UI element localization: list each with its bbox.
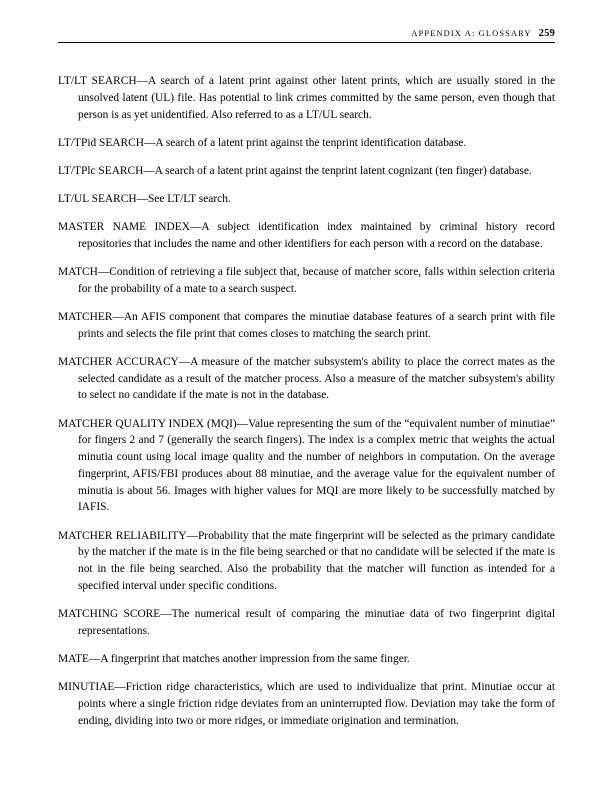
glossary-entry: LT/LT SEARCH—A search of a latent print against other latent prints, which are usually stored in the unsolved latent (UL) file. Has potential to link crimes committed by the same person, even though that person is as yet unidentified. Also referred to as a LT/UL search. xyxy=(58,75,555,121)
glossary-entry: MASTER NAME INDEX—A subject identification index maintained by criminal history record repositories that includes the name and other identifiers for each person with a record on the database. xyxy=(58,221,555,250)
glossary-entry: LT/UL SEARCH—See LT/LT search. xyxy=(58,193,231,205)
page-header xyxy=(58,28,555,39)
glossary-entry: MATCH—Condition of retrieving a file subject that, because of matcher score, falls within selection criteria for the probability of a mate to a search suspect. xyxy=(58,266,555,295)
glossary-entry: MATCHING SCORE—The numerical result of comparing the minutiae data of two fingerprint digital representations. xyxy=(58,608,555,637)
page-number: 259 xyxy=(538,28,555,39)
glossary-entry: LT/TPlc SEARCH—A search of a latent print against the tenprint latent cognizant (ten finger) database. xyxy=(58,164,532,177)
glossary-entry: MATCHER—An AFIS component that compares the minutiae database features of a search print with file prints and selects the file print that comes closes to matching the search print. xyxy=(58,311,555,340)
glossary-entry: MATCHER QUALITY INDEX (MQI)—Value representing the sum of the “equivalent number of minutiae” for fingers 2 and 7 (generally the search fingers). The index is a complex metric that weights the actual minutia count using local image quality and the number of neighbors in computation. On the average fingerprint, AFIS/FBI produces about 88 minutiae, and the average value for the equivalent number of minutia is about 56. Images with higher values for MQI are more likely to be successfully matched by IAFIS. xyxy=(58,417,555,514)
running-title: APPENDIX A: GLOSSARY xyxy=(411,29,532,38)
glossary-entry: MATE—A fingerprint that matches another impression from the same finger. xyxy=(58,652,410,665)
glossary-entry: MATCHER RELIABILITY—Probability that the mate fingerprint will be selected as the primary candidate by the matcher if the mate is in the file being searched or that no candidate will be selected if the mate is not in the file being searched. Also the probability that the matcher will function as intended for a specified interval under specific conditions. xyxy=(58,529,555,592)
glossary-entry: MINUTIAE—Friction ridge characteristics, which are used to individualize that print. Minutiae occur at points where a single friction ridge deviates from an uninterrupted flow. Deviation may take the form of ending, dividing into two or more ridges, or immediate origination and termination. xyxy=(58,681,555,727)
glossary-entry: MATCHER ACCURACY—A measure of the matcher subsystem's ability to place the correct mates as the selected candidate as a result of the matcher process. Also a measure of the matcher subsystem's ability to select no candidate if the mate is not in the database. xyxy=(58,355,555,402)
glossary-entries xyxy=(58,73,555,729)
glossary-entry: LT/TPid SEARCH—A search of a latent print against the tenprint identification database. xyxy=(58,136,467,149)
header-rule xyxy=(58,42,555,43)
